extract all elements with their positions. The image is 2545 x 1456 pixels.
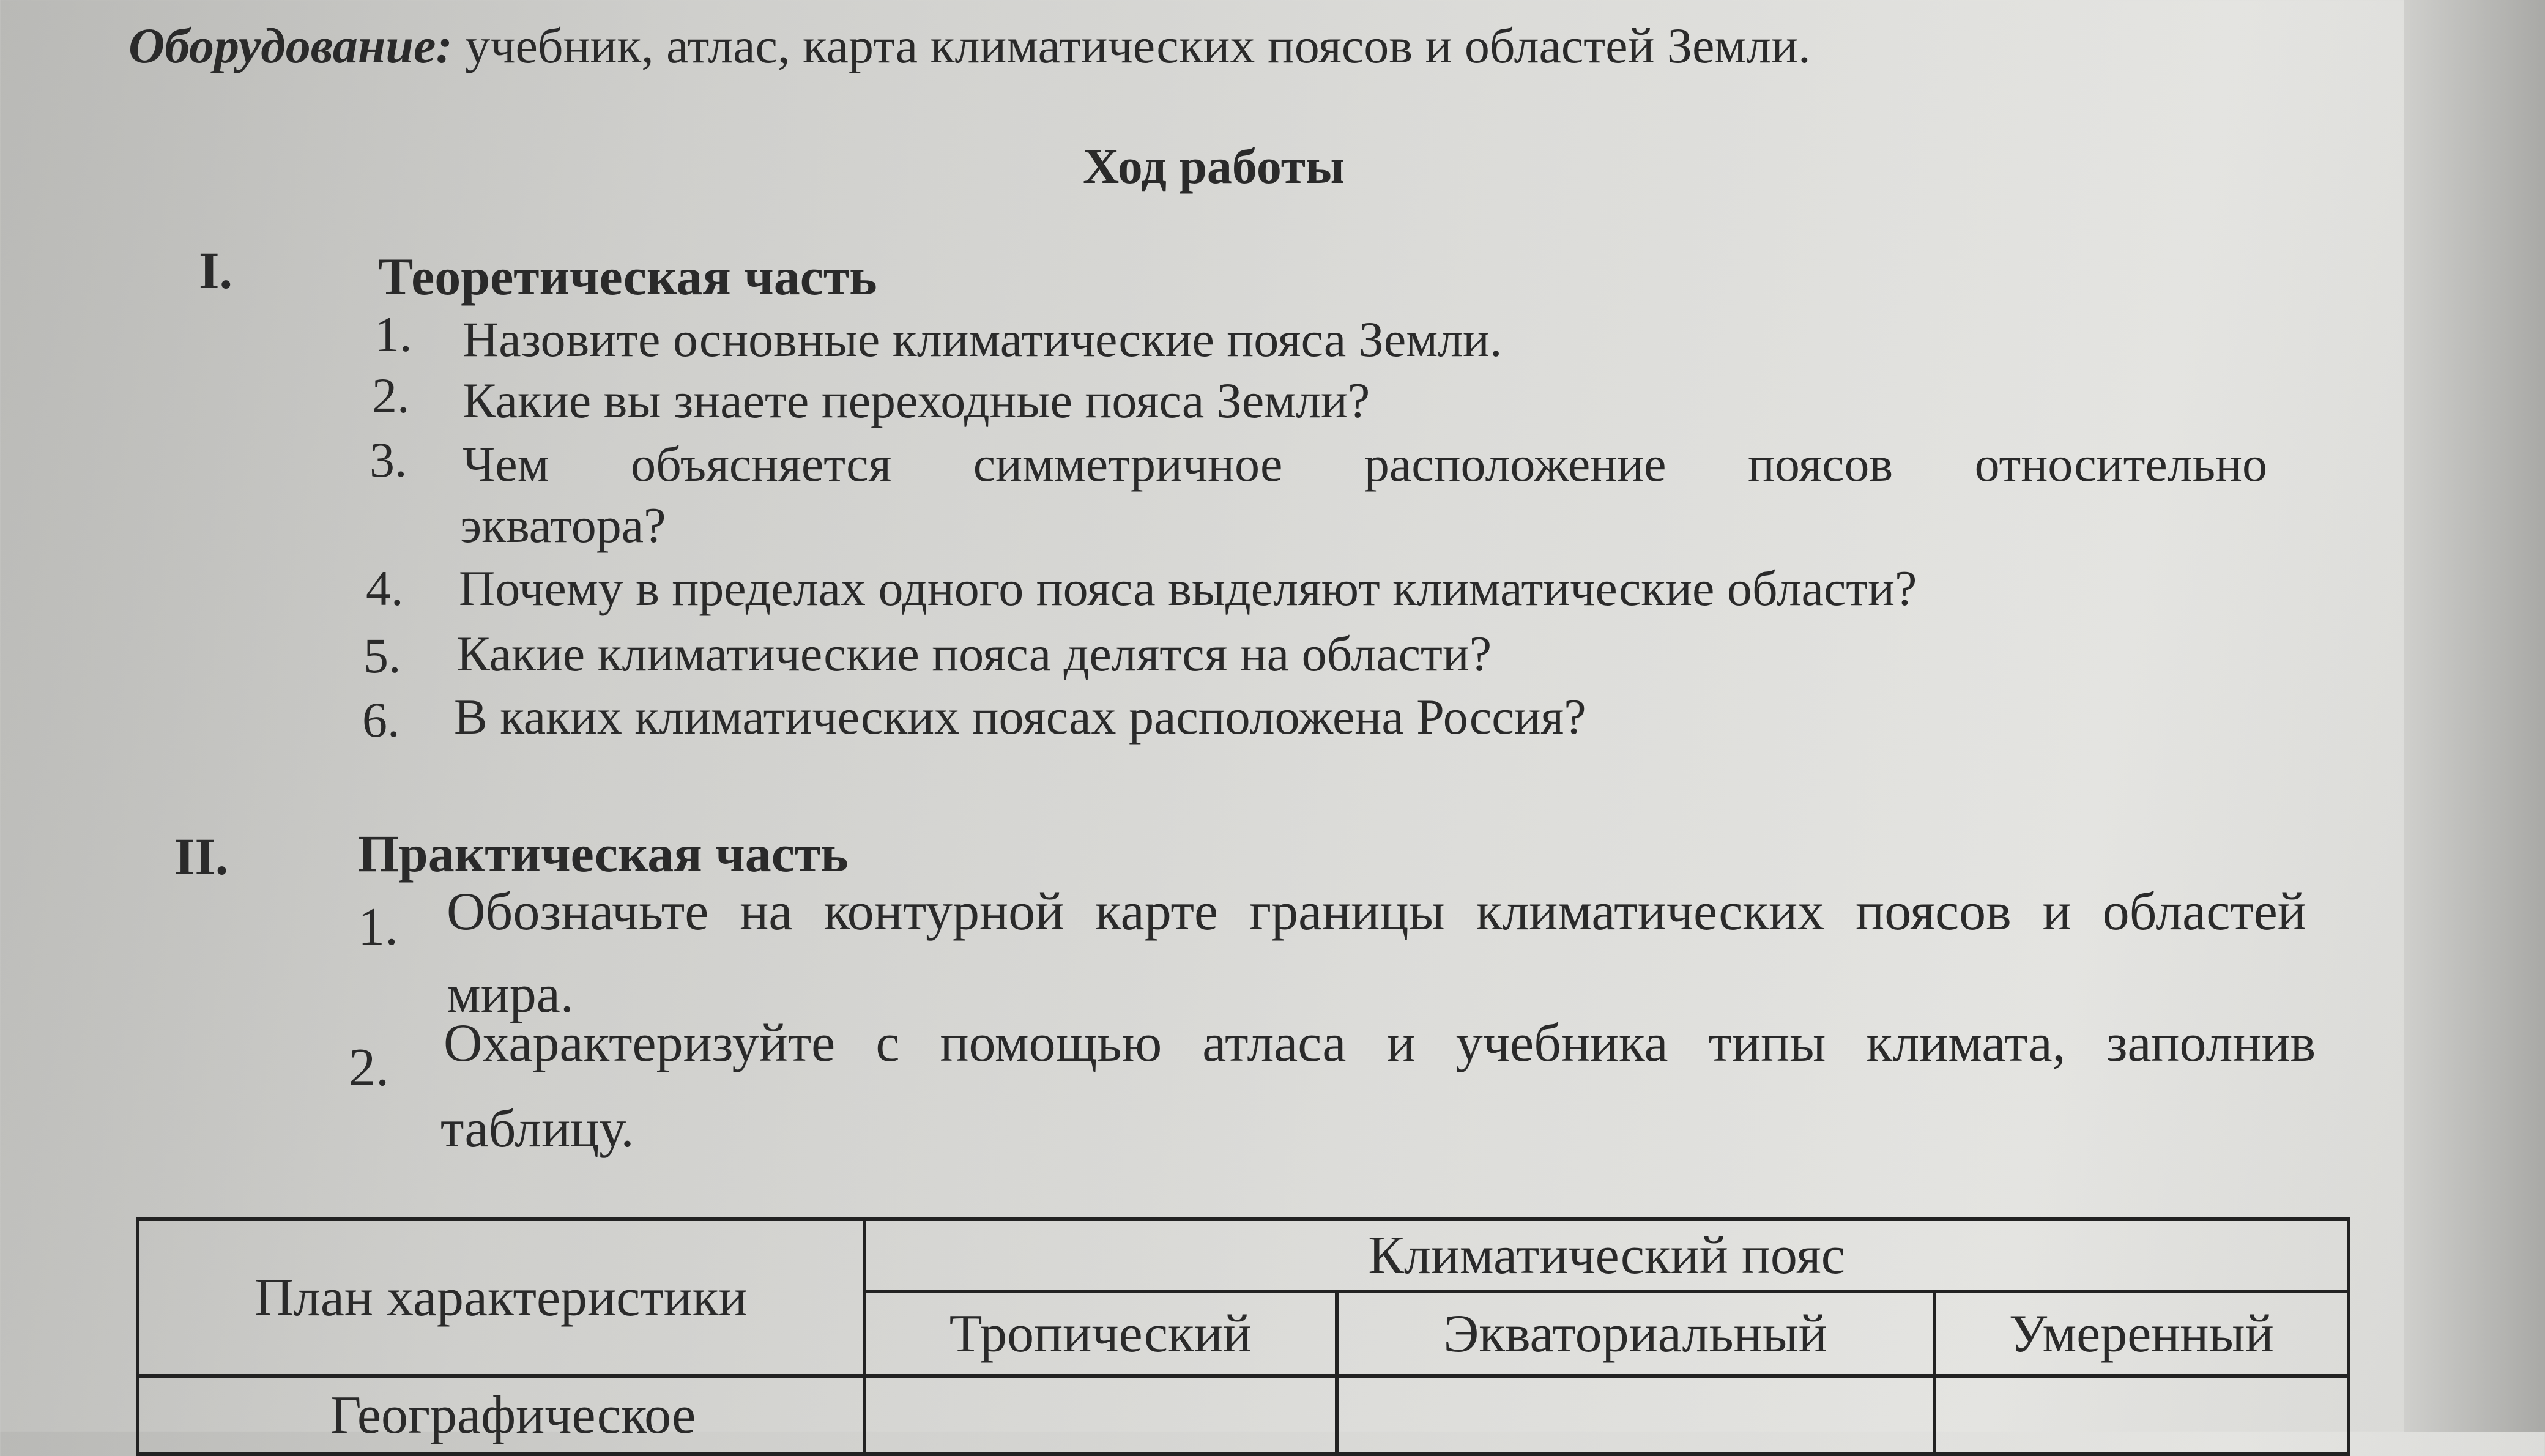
section-1-title: Теоретическая часть: [378, 247, 877, 306]
section-2-title: Практическая часть: [358, 824, 849, 883]
p1-word: Обозначьте: [447, 882, 709, 942]
q3-word: относительно: [1974, 436, 2267, 492]
q3-word: поясов: [1747, 436, 1893, 492]
page-title: Ход работы: [1083, 138, 1345, 194]
climate-table: [136, 1217, 2350, 1456]
p2-text: [444, 1012, 2316, 1074]
p2-word: Охарактеризуйте: [444, 1014, 836, 1073]
q3-word: объясняется: [631, 436, 892, 492]
q5-number: 5.: [363, 628, 401, 683]
equipment-text: учебник, атлас, карта климатических поясов и областей Земли.: [465, 18, 1811, 73]
q3-word: расположение: [1364, 436, 1666, 492]
section-2-numeral: II.: [174, 827, 229, 886]
p1-word: контурной: [823, 882, 1064, 942]
table-cell[interactable]: [864, 1376, 1337, 1454]
table-cell[interactable]: [1337, 1376, 1934, 1454]
p2-word: атласа: [1202, 1014, 1347, 1073]
p2-word: и: [1386, 1014, 1416, 1073]
p2-word: заполнив: [2106, 1014, 2316, 1073]
plan-header: План характеристики: [138, 1219, 864, 1376]
q1-text: Назовите основные климатические пояса Земли.: [463, 311, 1503, 367]
belt-header: Климатический пояс: [864, 1219, 2349, 1291]
q6-text: В каких климатических поясах расположена Россия?: [454, 689, 1586, 745]
equipment-label: Оборудование:: [128, 18, 453, 73]
p1-word: областей: [2102, 882, 2306, 942]
q3-word: симметричное: [973, 436, 1283, 492]
p1-word: карте: [1095, 882, 1219, 942]
equipment-line: [128, 17, 1811, 75]
q1-number: 1.: [374, 306, 412, 362]
q3-number: 3.: [370, 432, 407, 488]
q3-text: [463, 436, 2267, 493]
p1-word: поясов: [1856, 882, 2012, 942]
section-1-numeral: I.: [199, 241, 232, 300]
q4-text: Почему в пределах одного пояса выделяют климатические области?: [459, 560, 1917, 616]
page-edge-shadow: [2404, 0, 2545, 1432]
p2-number: 2.: [349, 1038, 389, 1098]
column-header: Экваториальный: [1337, 1291, 1934, 1376]
q2-number: 2.: [372, 368, 410, 423]
q2-text: Какие вы знаете переходные пояса Земли?: [463, 373, 1370, 428]
p1-word: границы: [1249, 882, 1445, 942]
q6-number: 6.: [362, 692, 400, 748]
p2-word: типы: [1708, 1014, 1826, 1073]
p1-word: климатических: [1476, 882, 1825, 942]
q3-continuation: экватора?: [460, 497, 666, 553]
p1-word: на: [740, 882, 793, 942]
row-label: Географическое: [138, 1376, 864, 1454]
column-header: Умеренный: [1934, 1291, 2349, 1376]
q5-text: Какие климатические пояса делятся на области?: [456, 626, 1492, 682]
p1-word: и: [2042, 882, 2071, 942]
p2-word: климата,: [1866, 1014, 2066, 1073]
q4-number: 4.: [366, 560, 404, 616]
p1-continuation: мира.: [447, 965, 574, 1024]
p1-text: [447, 881, 2306, 943]
q3-word: Чем: [463, 436, 549, 492]
column-header: Тропический: [864, 1291, 1337, 1376]
p1-number: 1.: [358, 897, 398, 957]
p2-word: учебника: [1455, 1014, 1668, 1073]
p2-word: помощью: [940, 1014, 1162, 1073]
table-cell[interactable]: [1934, 1376, 2349, 1454]
p2-word: с: [875, 1014, 900, 1073]
p2-continuation: таблицу.: [440, 1099, 634, 1159]
